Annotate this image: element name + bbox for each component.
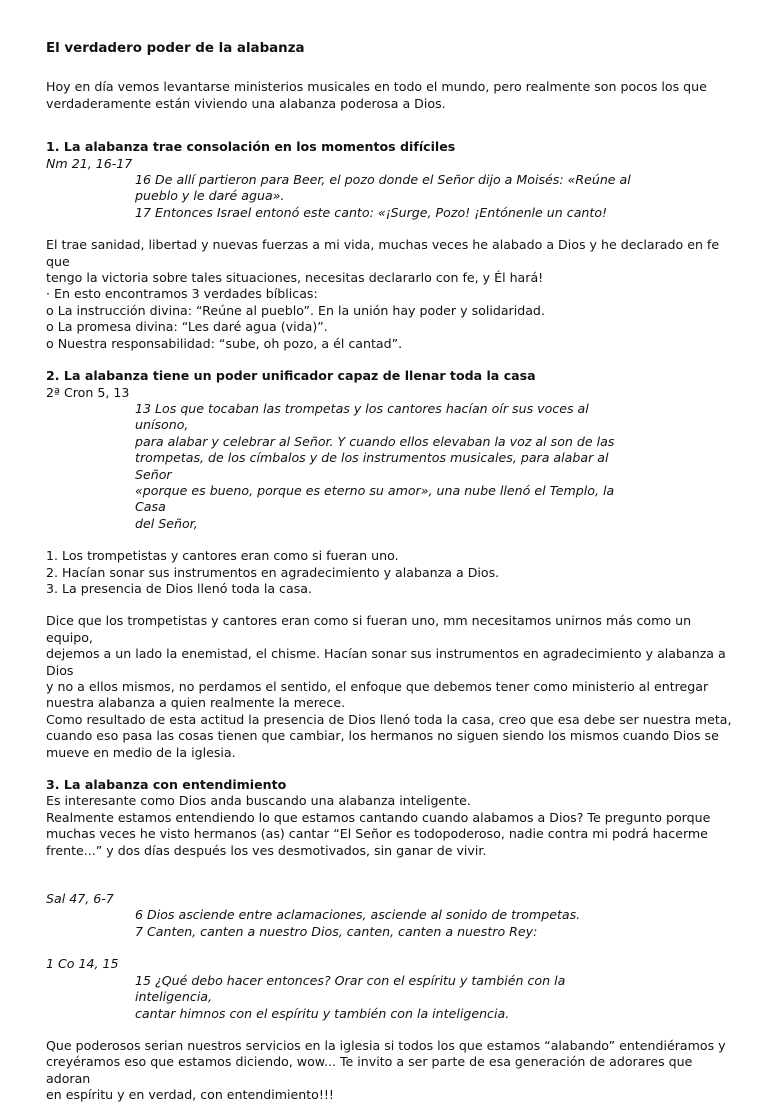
quote-line: para alabar y celebrar al Señor. Y cuando ellos elevaban la voz al son de las xyxy=(135,433,615,449)
scripture-quote xyxy=(135,401,635,532)
text-line: Como resultado de esta actitud la presencia de Dios llenó toda la casa, creo que esa debe ser nuestra meta, xyxy=(46,711,732,727)
text-line: y no a ellos mismos, no perdamos el sentido, el enfoque que debemos tener como ministerio al entregar xyxy=(46,679,709,694)
section-3 xyxy=(46,777,738,1104)
quote-line: 16 De allí partieron para Beer, el pozo donde el Señor dijo a Moisés: «Reúne al xyxy=(135,172,631,188)
text-line: o La instrucción divina: “Reúne al pueblo”. En la unión hay poder y solidaridad. xyxy=(46,302,545,318)
numbered-list xyxy=(46,548,738,597)
section-2 xyxy=(46,368,738,761)
list-item: 2. Hacían sonar sus instrumentos en agradecimiento y alabanza a Dios. xyxy=(46,564,500,580)
text-line: Hoy en día vemos levantarse ministerios musicales en todo el mundo, pero realmente son pocos los que xyxy=(46,79,707,95)
quote-line: del Señor, xyxy=(135,515,198,531)
list-item: 3. La presencia de Dios llenó toda la casa. xyxy=(46,580,312,596)
text-line: nuestra alabanza a quien realmente la merece. xyxy=(46,695,346,711)
section-body xyxy=(46,237,738,352)
text-line: Realmente estamos entendiendo lo que estamos cantando cuando alabamos a Dios? Te pregunto porque xyxy=(46,809,711,825)
text-line: Es interesante como Dios anda buscando una alabanza inteligente. xyxy=(46,793,471,809)
quote-line: cantar himnos con el espíritu y también con la inteligencia. xyxy=(135,1005,510,1021)
text-line: Dice que los trompetistas y cantores eran como si fueran uno, mm necesitamos unirnos más como un equipo, xyxy=(46,613,692,645)
quote-line: 6 Dios asciende entre aclamaciones, asciende al sonido de trompetas. xyxy=(135,907,581,923)
text-line: o La promesa divina: “Les daré agua (vida)”. xyxy=(46,319,328,335)
section-heading: 1. La alabanza trae consolación en los momentos difíciles xyxy=(46,139,456,155)
quote-line: pueblo y le daré agua». xyxy=(135,188,285,204)
scripture-quote xyxy=(135,973,635,1022)
bible-reference: 2ª Cron 5, 13 xyxy=(46,384,130,400)
section-body xyxy=(46,613,738,761)
bible-reference: Nm 21, 16-17 xyxy=(46,155,133,171)
quote-line: «porque es bueno, porque es eterno su amor», una nube llenó el Templo, la Casa xyxy=(135,482,615,515)
quote-line: 17 Entonces Israel entonó este canto: «¡Surge, Pozo! ¡Entónenle un canto! xyxy=(135,204,608,220)
text-line: cuando eso pasa las cosas tienen que cambiar, los hermanos no siguen siendo los mismos cuando Dios se xyxy=(46,728,719,744)
list-item: 1. Los trompetistas y cantores eran como si fueran uno. xyxy=(46,548,399,564)
text-line: o Nuestra responsabilidad: “sube, oh pozo, a él cantad”. xyxy=(46,335,403,351)
scripture-quote xyxy=(135,907,635,940)
section-1 xyxy=(46,139,738,352)
text-line: verdaderamente están viviendo una alabanza poderosa a Dios. xyxy=(46,95,446,111)
text-line: Que poderosos serian nuestros servicios en la iglesia si todos los que estamos “alabando” entendiéramos y xyxy=(46,1037,726,1053)
section-body xyxy=(46,793,738,859)
text-line: El trae sanidad, libertad y nuevas fuerzas a mi vida, muchas veces he alabado a Dios y he declarado en fe que xyxy=(46,237,720,269)
text-line: mueve en medio de la iglesia. xyxy=(46,744,236,760)
text-line: creyéramos eso que estamos diciendo, wow... Te invito a ser parte de esa generación de adorares que adoran xyxy=(46,1054,693,1086)
section-heading: 2. La alabanza tiene un poder unificador capaz de llenar toda la casa xyxy=(46,368,536,384)
quote-line: trompetas, de los címbalos y de los instrumentos musicales, para alabar al Señor xyxy=(135,450,609,482)
bible-reference: 1 Co 14, 15 xyxy=(46,956,119,972)
scripture-quote xyxy=(135,172,635,221)
bible-reference: Sal 47, 6-7 xyxy=(46,891,114,907)
quote-line: 13 Los que tocaban las trompetas y los cantores hacían oír sus voces al unísono, xyxy=(135,400,589,433)
closing-paragraph xyxy=(46,1038,738,1104)
text-line: · En esto encontramos 3 verdades bíblicas: xyxy=(46,286,318,302)
text-line: frente...” y dos días después los ves desmotivados, sin ganar de vivir. xyxy=(46,842,487,858)
text-line: en espíritu y en verdad, con entendimiento!!! xyxy=(46,1087,334,1103)
document-title: El verdadero poder de la alabanza xyxy=(46,41,305,56)
text-line: muchas veces he visto hermanos (as) cantar “El Señor es todopoderoso, nadie contra mi podrá hacerme xyxy=(46,826,708,842)
text-line: tengo la victoria sobre tales situaciones, necesitas declararlo con fe, y Él hará! xyxy=(46,270,544,286)
intro-paragraph xyxy=(46,79,738,112)
quote-line: 7 Canten, canten a nuestro Dios, canten, canten a nuestro Rey: xyxy=(135,923,538,939)
quote-line: 15 ¿Qué debo hacer entonces? Orar con el espíritu y también con la inteligencia, xyxy=(135,972,566,1005)
section-heading: 3. La alabanza con entendimiento xyxy=(46,777,287,793)
text-line: dejemos a un lado la enemistad, el chisme. Hacían sonar sus instrumentos en agradecimiento y alabanza a Dios xyxy=(46,646,726,678)
